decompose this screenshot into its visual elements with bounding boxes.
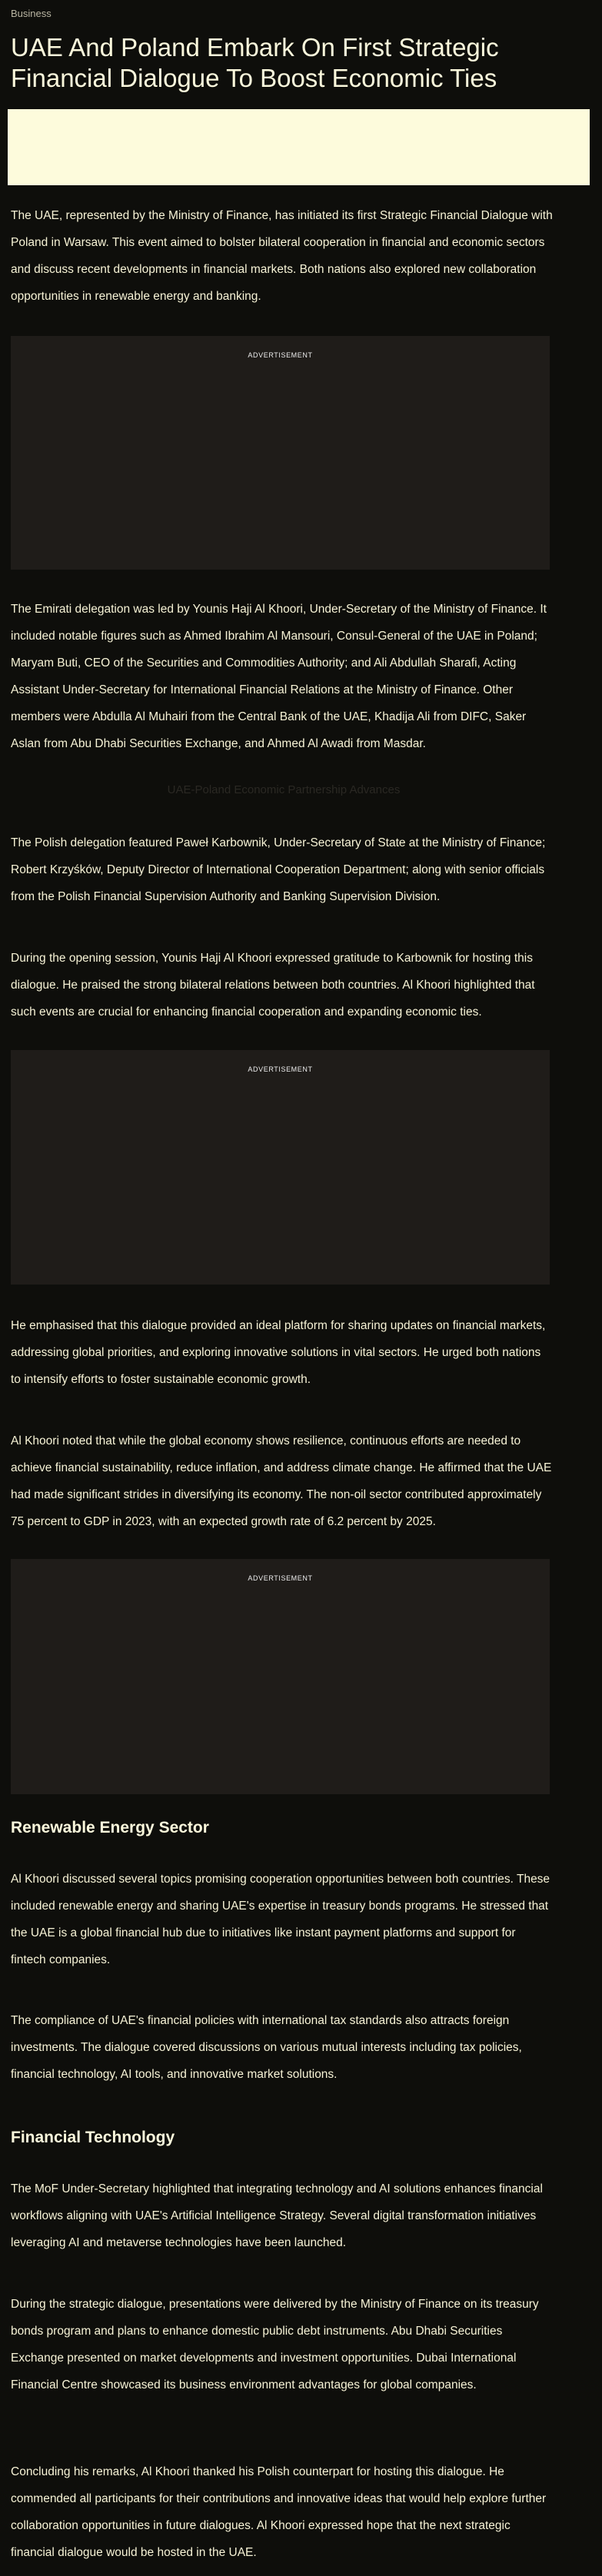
article-paragraph: Al Khoori discussed several topics promising cooperation opportunities between both countries. These included renewable energy and sharing UAE's expertise in treasury bonds programs. He stressed that the UAE is a global financial hub due to initiatives like instant payment platforms and support for fintech companies.: [11, 1873, 550, 1966]
article-paragraph: The Emirati delegation was led by Younis Haji Al Khoori, Under-Secretary of the Ministry of Finance. It included notable figures such as Ahmed Ibrahim Al Mansouri, Consul-General of the UAE in Poland; Maryam Buti, CEO of the Securities and Commodities Authority; and Ali Abdullah Sharafi, Acting Assistant Under-Secretary for International Financial Relations at the Ministry of Finance. Other members were Abdulla Al Muhairi from the Central Bank of the UAE, Khadija Ali from DIFC, Saker Aslan from Abu Dhabi Securities Exchange, and Ahmed Al Awadi from Masdar.: [11, 603, 547, 750]
section-heading-renewable-energy: Renewable Energy Sector: [11, 1819, 209, 1836]
advertisement-label: ADVERTISEMENT: [248, 351, 313, 359]
advertisement-slot[interactable]: [11, 1559, 550, 1794]
article-paragraph: During the strategic dialogue, presentations were delivered by the Ministry of Finance on its treasury bonds program and plans to enhance domestic public debt instruments. Abu Dhabi Securities Exchange presented on market developments and investment opportunities. Dubai International Financial Centre showcased its business environment advantages for global companies.: [11, 2298, 539, 2392]
article-paragraph: The MoF Under-Secretary highlighted that integrating technology and AI solutions enhances financial workflows aligning with UAE's Artificial Intelligence Strategy. Several digital transformation initiatives leveraging AI and metaverse technologies have been launched.: [11, 2182, 543, 2249]
category-link[interactable]: Business: [11, 8, 52, 19]
article-paragraph: Concluding his remarks, Al Khoori thanked his Polish counterpart for hosting this dialogue. He commended all participants for their contributions and innovative ideas that would help explore further collaboration opportunities in future dialogues. Al Khoori expressed hope that the next strategic financial dialogue would be hosted in the UAE.: [11, 2465, 547, 2559]
article-paragraph: The compliance of UAE's financial policies with international tax standards also attracts foreign investments. The dialogue covered discussions on various mutual interests including tax policies, financial technology, AI tools, and innovative market solutions.: [11, 2014, 522, 2081]
article-paragraph: Al Khoori noted that while the global economy shows resilience, continuous efforts are needed to achieve financial sustainability, reduce inflation, and address climate change. He affirmed that the UAE had made significant strides in diversifying its economy. The non-oil sector contributed approximately 75 percent to GDP in 2023, with an expected growth rate of 6.2 percent by 2025.: [11, 1434, 552, 1528]
advertisement-label: ADVERTISEMENT: [248, 1574, 313, 1582]
article-title: UAE And Poland Embark On First Strategic Financial Dialogue To Boost Economic Ties: [11, 33, 499, 92]
article-paragraph: He emphasised that this dialogue provided an ideal platform for sharing updates on financial markets, addressing global priorities, and exploring innovative solutions in vital sectors. He urged both nations to intensify efforts to foster sustainable economic growth.: [11, 1319, 546, 1386]
article-paragraph: The Polish delegation featured Paweł Karbownik, Under-Secretary of State at the Ministry of Finance; Robert Krzyśków, Deputy Director of International Cooperation Department; along with senior officials from the Polish Financial Supervision Authority and Banking Supervision Division.: [11, 836, 546, 903]
article-paragraph: During the opening session, Younis Haji Al Khoori expressed gratitude to Karbownik for hosting this dialogue. He praised the strong bilateral relations between both countries. Al Khoori highlighted that such events are crucial for enhancing financial cooperation and expanding economic ties.: [11, 952, 535, 1019]
article-paragraph: The UAE, represented by the Ministry of Finance, has initiated its first Strategic Financial Dialogue with Poland in Warsaw. This event aimed to bolster bilateral cooperation in financial and economic sectors and discuss recent developments in financial markets. Both nations also explored new collaboration opportunities in renewable energy and banking.: [11, 209, 553, 303]
advertisement-slot[interactable]: [11, 1050, 550, 1285]
related-link-ghost[interactable]: UAE-Poland Economic Partnership Advances: [167, 783, 401, 796]
advertisement-slot[interactable]: [11, 336, 550, 570]
section-heading-financial-technology: Financial Technology: [11, 2129, 175, 2146]
hero-banner: [8, 109, 590, 185]
advertisement-label: ADVERTISEMENT: [248, 1065, 313, 1073]
